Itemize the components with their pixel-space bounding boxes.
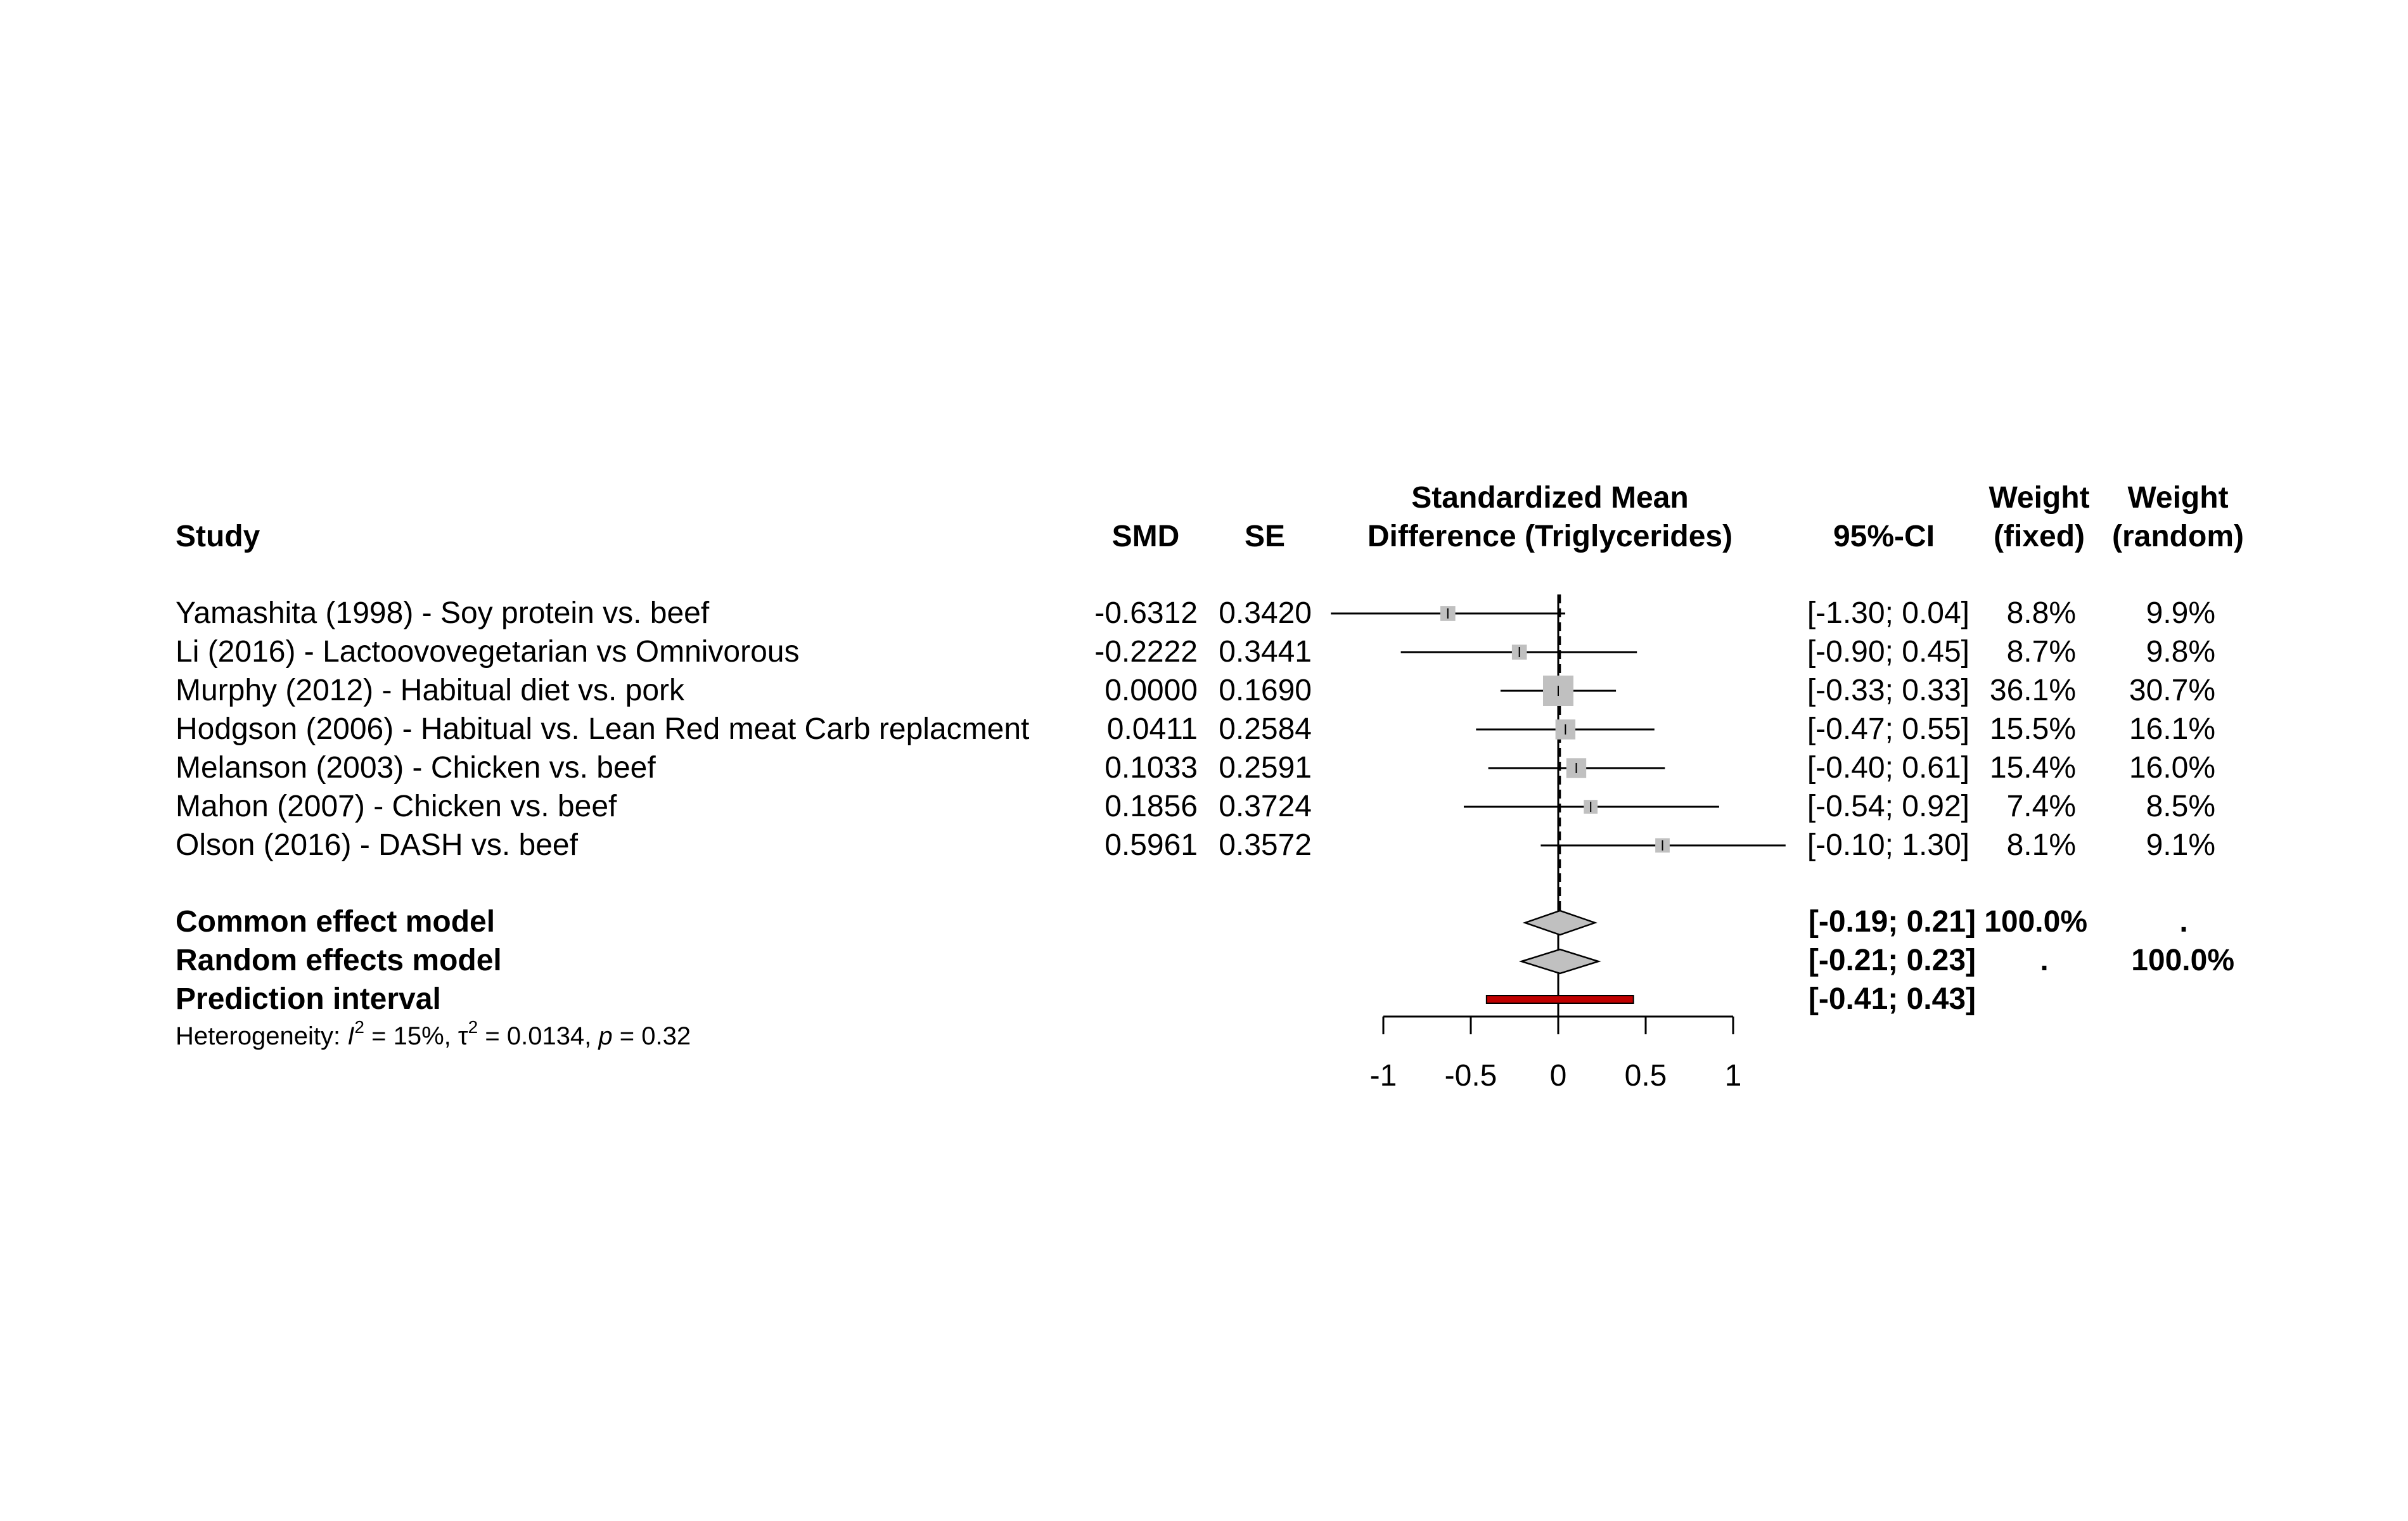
summary-ci: [-0.19; 0.21] [1808,905,1976,939]
study-ci: [-0.40; 0.61] [1807,751,1969,785]
summary-ci: [-0.21; 0.23] [1808,944,1976,977]
study-row [176,751,2215,785]
study-row [176,635,2215,669]
study-weight-fixed: 8.7% [2006,635,2076,669]
study-weight-random: 30.7% [2129,674,2215,707]
study-ci: [-0.90; 0.45] [1807,635,1969,669]
het-p-symbol: p [598,1022,613,1050]
x-tick-label: -1 [1369,1059,1397,1093]
study-weight-random: 8.5% [2146,790,2215,823]
study-weight-fixed: 15.5% [1989,712,2076,746]
summary-weight-random: . [2179,905,2188,939]
header-weight-fixed-line2: (fixed) [1994,520,2085,553]
study-se: 0.3420 [1219,596,1312,630]
study-se: 0.3724 [1219,790,1312,823]
het-prefix: Heterogeneity: [176,1022,348,1050]
study-row [176,712,2215,746]
study-smd: 0.0411 [1106,712,1198,746]
header-smd: SMD [1111,520,1180,553]
study-weight-random: 9.8% [2146,635,2215,669]
study-row [176,596,2215,630]
x-tick-label: 1 [1724,1059,1742,1093]
study-label: Murphy (2012) - Habitual diet vs. pork [176,674,685,707]
header-study: Study [176,520,260,553]
summary-weight-random: 100.0% [2131,944,2234,977]
study-weight-fixed: 7.4% [2006,790,2076,823]
study-smd: 0.1033 [1105,751,1198,785]
plot-area [1331,594,1786,1093]
summary-label: Random effects model [176,944,502,977]
summary-weight-fixed: . [2040,944,2049,977]
summary-label: Prediction interval [176,982,441,1016]
prediction-interval-bar [1487,996,1634,1003]
study-ci: [-1.30; 0.04] [1807,596,1969,630]
study-weight-random: 9.9% [2146,596,2215,630]
het-p-value: = 0.32 [612,1022,691,1050]
random-effects-diamond [1521,949,1598,973]
study-smd: 0.1856 [1105,790,1198,823]
study-row [176,828,2215,862]
header-effect-line2: Difference (Triglycerides) [1367,520,1733,553]
study-label: Li (2016) - Lactoovovegetarian vs Omnivorous [176,635,800,669]
header-effect-line1: Standardized Mean [1411,481,1689,515]
summary-row-prediction [176,982,1976,1016]
study-se: 0.3441 [1219,635,1312,669]
study-label: Yamashita (1998) - Soy protein vs. beef [176,596,710,630]
study-label: Hodgson (2006) - Habitual vs. Lean Red meat Carb replacment [176,712,1030,746]
summary-row-random [176,944,2234,977]
study-row [176,790,2215,823]
study-label: Melanson (2003) - Chicken vs. beef [176,751,656,785]
study-ci: [-0.33; 0.33] [1807,674,1969,707]
het-i2-value: = 15%, [364,1022,458,1050]
study-weight-fixed: 36.1% [1989,674,2076,707]
summary-ci: [-0.41; 0.43] [1808,982,1976,1016]
study-row [176,674,2215,707]
heterogeneity-text [176,1017,691,1050]
study-smd: 0.5961 [1105,828,1198,862]
study-smd: 0.0000 [1105,674,1198,707]
study-ci: [-0.10; 1.30] [1807,828,1969,862]
summary-row-common [176,905,2188,939]
common-effect-diamond [1525,911,1595,935]
x-tick-label: 0 [1549,1059,1567,1093]
study-weight-fixed: 15.4% [1989,751,2076,785]
study-se: 0.1690 [1219,674,1312,707]
header-weight-random-line2: (random) [2112,520,2244,553]
summary-weight-fixed: 100.0% [1984,905,2087,939]
het-i2-sup: 2 [354,1017,364,1037]
header-weight-fixed-line1: Weight [1989,481,2090,515]
het-tau-sup: 2 [468,1017,478,1037]
header-se: SE [1244,520,1286,553]
x-tick-label: -0.5 [1444,1059,1497,1093]
study-weight-fixed: 8.1% [2006,828,2076,862]
study-se: 0.3572 [1219,828,1312,862]
het-tau-symbol: τ [458,1022,468,1050]
het-i2-symbol: I [347,1022,355,1050]
study-weight-random: 16.0% [2129,751,2215,785]
het-tau-value: = 0.0134, [478,1022,599,1050]
study-label: Olson (2016) - DASH vs. beef [176,828,578,862]
summary-label: Common effect model [176,905,496,939]
study-label: Mahon (2007) - Chicken vs. beef [176,790,617,823]
study-ci: [-0.47; 0.55] [1807,712,1969,746]
study-smd: -0.2222 [1094,635,1198,669]
study-smd: -0.6312 [1094,596,1198,630]
header-weight-random-line1: Weight [2127,481,2229,515]
study-weight-random: 9.1% [2146,828,2215,862]
study-se: 0.2591 [1219,751,1312,785]
study-se: 0.2584 [1219,712,1312,746]
header-ci: 95%-CI [1833,520,1935,553]
x-tick-label: 0.5 [1624,1059,1667,1093]
study-ci: [-0.54; 0.92] [1807,790,1969,823]
study-weight-fixed: 8.8% [2006,596,2076,630]
study-weight-random: 16.1% [2129,712,2215,746]
